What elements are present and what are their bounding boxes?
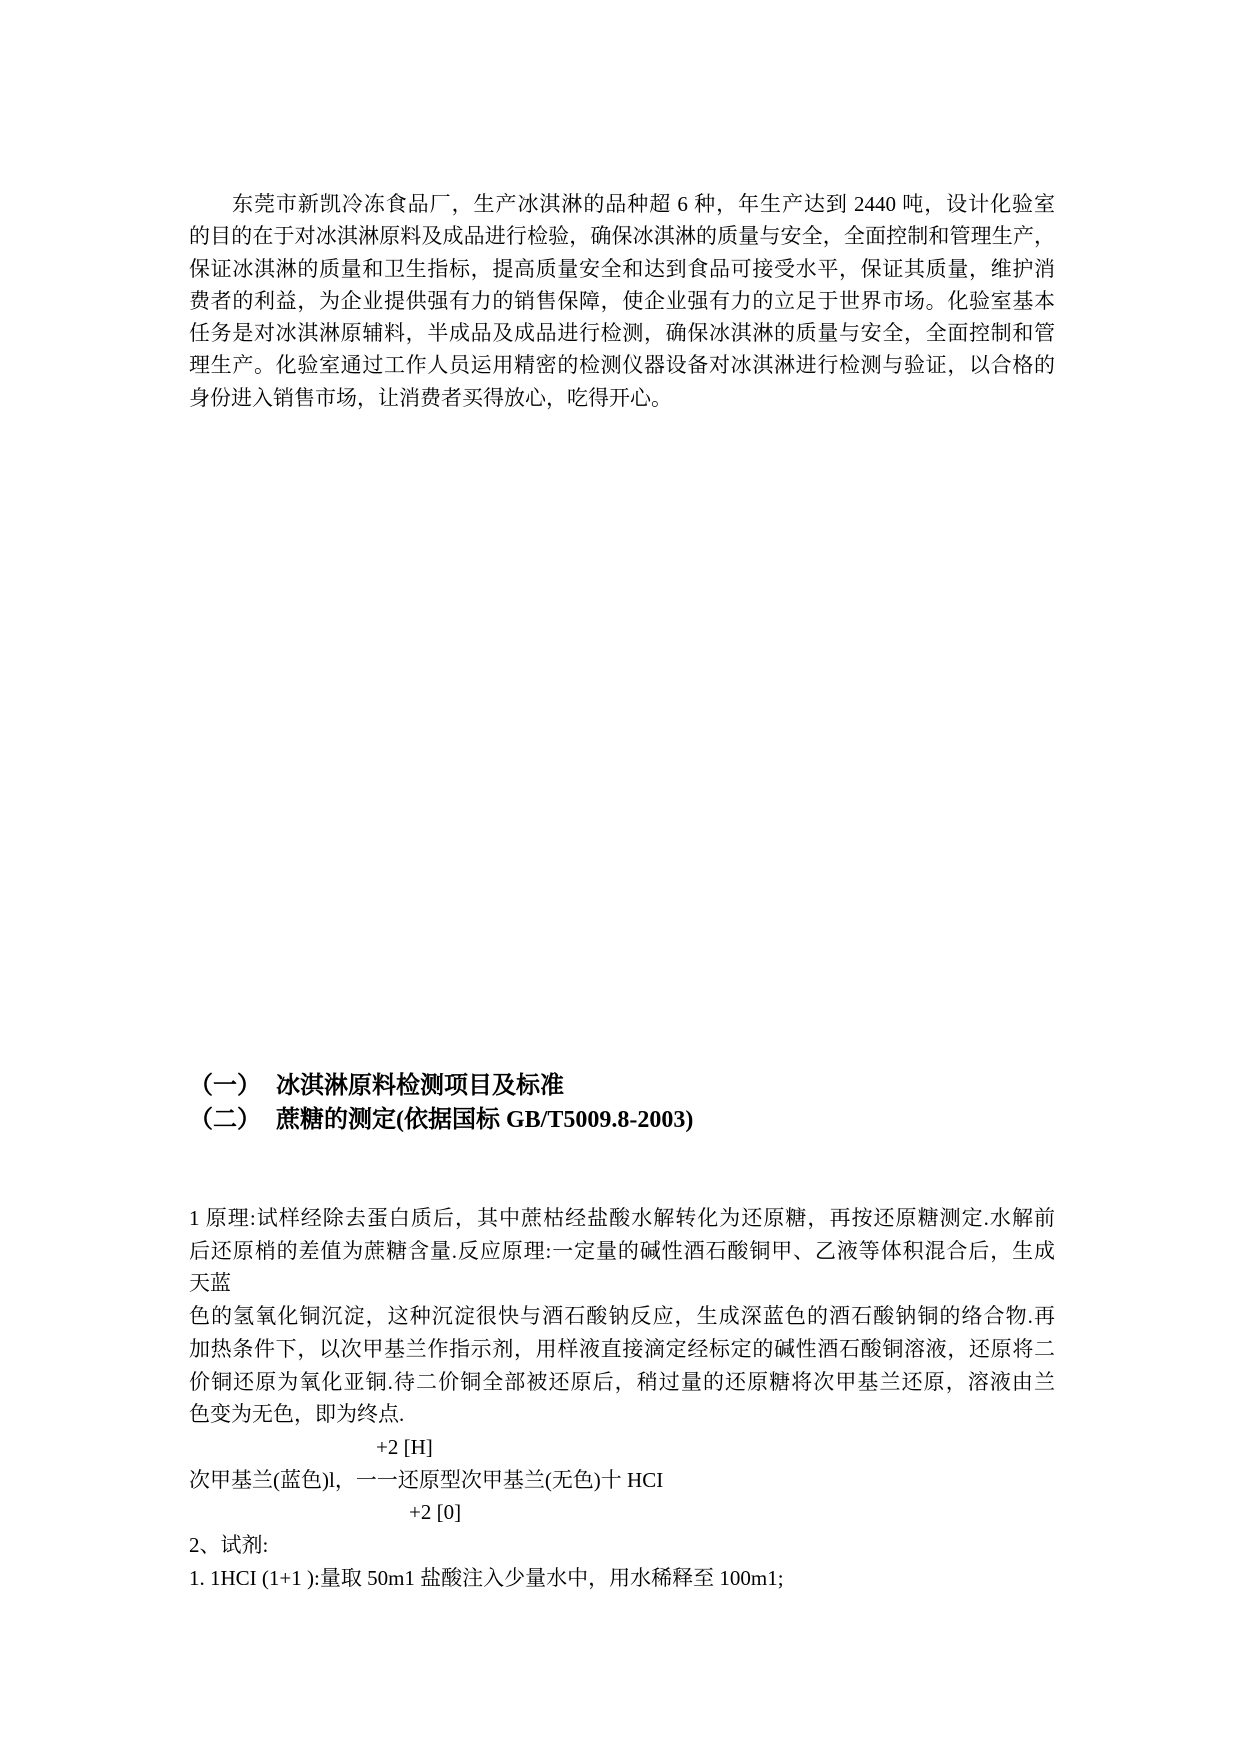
heading-number: （一） [189, 1073, 261, 1099]
principle-line: 后还原梢的差值为蔗糖含量.反应原理:一定量的碱性酒石酸铜甲、乙液等体积混合后，生成 [189, 1238, 1055, 1263]
intro-line: 东莞市新凯冷冻食品厂，生产冰淇淋的品种超 6 种，年生产达到 2440 吨，设计化验室 [232, 192, 1055, 216]
principle-line: 价铜还原为氧化亚铜.待二价铜全部被还原后，稍过量的还原糖将次甲基兰还原，溶液由兰 [189, 1369, 1055, 1394]
intro-line: 身份进入销售市场，让消费者买得放心，吃得开心。 [189, 385, 672, 410]
intro-line: 任务是对冰淇淋原辅料，半成品及成品进行检测，确保冰淇淋的质量与安全，全面控制和管 [189, 321, 1055, 346]
reagents-heading: 2、试剂: [189, 1533, 269, 1558]
principle-line: 色的氢氧化铜沉淀，这种沉淀很快与酒石酸钠反应，生成深蓝色的酒石酸钠铜的络合物.再 [189, 1304, 1055, 1329]
intro-line: 费者的利益，为企业提供强有力的销售保障，使企业强有力的立足于世界市场。化验室基本 [189, 288, 1055, 313]
reaction-condition-above: +2 [H] [376, 1434, 433, 1459]
intro-line: 保证冰淇淋的质量和卫生指标，提高质量安全和达到食品可接受水平，保证其质量，维护消 [189, 256, 1055, 281]
heading-text: 蔗糖的测定(依据国标 GB/T5009.8-2003) [276, 1107, 694, 1133]
intro-line: 理生产。化验室通过工作人员运用精密的检测仪器设备对冰淇淋进行检测与验证，以合格的 [189, 353, 1055, 378]
section-heading-2 [189, 1103, 1055, 1137]
principle-line: 色变为无色，即为终点. [189, 1402, 405, 1427]
principle-line: 加热条件下，以次甲基兰作指示剂，用样液直接滴定经标定的碱性酒石酸铜溶液，还原将二 [189, 1336, 1055, 1361]
heading-text: 冰淇淋原料检测项目及标准 [276, 1073, 564, 1099]
reaction-equation: 次甲基兰(蓝色)l，一一还原型次甲基兰(无色)十 HCI [189, 1467, 664, 1492]
intro-line: 的目的在于对冰淇淋原料及成品进行检验，确保冰淇淋的质量与安全，全面控制和管理生产， [189, 224, 1055, 249]
principle-section [189, 1202, 1055, 1594]
section-headings [189, 1069, 1055, 1137]
reagent-item: 1. 1HCI (1+1 ):量取 50m1 盐酸注入少量水中，用水稀释至 100m1; [189, 1565, 784, 1590]
intro-paragraph [189, 188, 1055, 414]
heading-number: （二） [189, 1107, 261, 1133]
principle-line: 1 原理:试样经除去蛋白质后，其中蔗枯经盐酸水解转化为还原糖，再按还原糖测定.水解前 [189, 1206, 1055, 1230]
reaction-condition-below: +2 [0] [409, 1500, 462, 1525]
section-heading-1 [189, 1069, 1055, 1103]
principle-line: 天蓝 [189, 1271, 231, 1296]
